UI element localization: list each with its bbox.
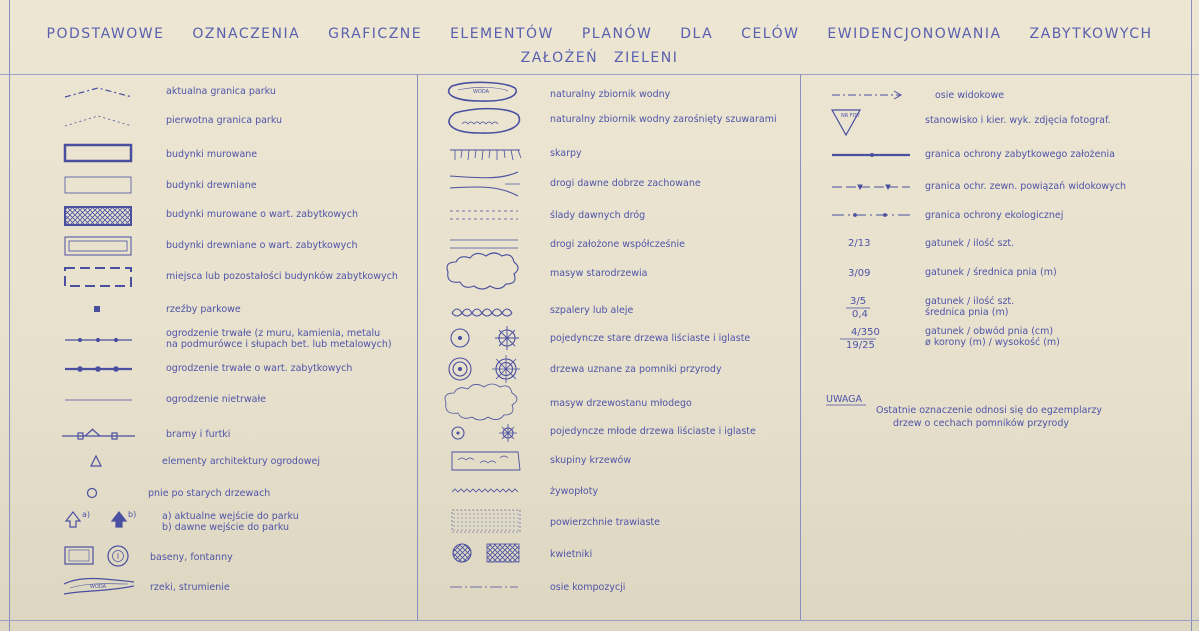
legend-label-c2-6: drogi założone współcześnie [550, 239, 686, 250]
legend-label-c3-7: gatunek / średnica pnia (m) [925, 267, 1057, 278]
legend-label-c3-5: granica ochrony ekologicznej [925, 210, 1064, 221]
legend-label-c3-8: gatunek / ilość szt. [925, 296, 1015, 307]
legend-label-c2-5: ślady dawnych dróg [550, 210, 646, 221]
legend-label-9: ogrodzenie trwałe (z muru, kamienia, metalu [166, 328, 381, 339]
view-axis-icon [832, 91, 901, 99]
legend-label-c2-14: żywopłoty [550, 486, 599, 497]
legend-label-6: budynki drewniane o wart. zabytkowych [166, 240, 358, 251]
legend-label-15b: b) dawne wejście do parku [162, 522, 290, 533]
legend-label-9b: na podmurówce i słupach bet. lub metalowych) [166, 339, 392, 350]
legend-label-c3-1: osie widokowe [935, 90, 1005, 101]
legend-label-c2-16: kwietniki [550, 549, 593, 560]
legend-label-c2-11: masyw drzewostanu młodego [550, 398, 692, 409]
legend-label-2: pierwotna granica parku [166, 115, 283, 126]
tree-code-3-bottom: 0,4 [852, 309, 868, 320]
legend-label-c3-9: gatunek / obwód pnia (cm) [925, 326, 1054, 337]
legend-label-10: ogrodzenie trwałe o wart. zabytkowych [166, 363, 353, 374]
tree-code-4-bottom: 19/25 [846, 340, 875, 351]
view-protection-boundary-icon [832, 185, 910, 189]
legend-label-c2-7: masyw starodrzewia [550, 268, 648, 279]
tree-code-3-top: 3/5 [850, 296, 867, 307]
pond-water-label: WODA [473, 89, 490, 95]
legend-label-c2-15: powierzchnie trawiaste [550, 517, 660, 528]
legend-label-8: rzeźby parkowe [166, 304, 241, 315]
legend-label-3: budynki murowane [166, 149, 258, 160]
legend-label-c2-4: drogi dawne dobrze zachowane [550, 178, 701, 189]
legend-label-4: budynki drewniane [166, 180, 257, 191]
entrance-sup-b: b) [128, 510, 137, 519]
legend-label-c2-17: osie kompozycji [550, 582, 626, 593]
legend-label-5: budynki murowane o wart. zabytkowych [166, 209, 359, 220]
tree-code-4-top: 4/350 [851, 327, 880, 338]
legend-label-c2-9: pojedyncze stare drzewa liściaste i iglaste [550, 333, 751, 344]
photo-number-label: NR FOT [841, 113, 860, 119]
legend-label-14: pnie po starych drzewach [148, 488, 271, 499]
legend-subtitle: ZAŁOŻEŃ ZIELENI [520, 50, 679, 66]
legend-label-c2-10: drzewa uznane za pomniki przyrody [550, 364, 722, 375]
legend-title: PODSTAWOWE OZNACZENIA GRAFICZNE ELEMENTÓW PLANÓW DLA CELÓW EWIDENCJONOWANIA ZABYTKOWYCH [46, 26, 1153, 42]
tree-code-1: 2/13 [848, 238, 871, 249]
note-line-1: Ostatnie oznaczenie odnosi się do egzemplarzy [876, 405, 1103, 416]
tree-code-2: 3/09 [848, 268, 871, 279]
legend-label-c3-2: stanowisko i kier. wyk. zdjęcia fotograf. [925, 115, 1111, 126]
legend-label-16: baseny, fontanny [150, 552, 233, 563]
legend-label-15: a) aktualne wejście do parku [162, 511, 299, 522]
protection-boundary-icon [832, 154, 910, 157]
legend-label-c2-2: naturalny zbiornik wodny zarośnięty szuwarami [550, 114, 777, 125]
legend-label-c2-3: skarpy [550, 148, 582, 159]
note-line-2: drzew o cechach pomników przyrody [893, 418, 1070, 429]
legend-label-1: aktualna granica parku [166, 86, 276, 97]
legend-label-c2-12: pojedyncze młode drzewa liściaste i iglaste [550, 426, 756, 437]
legend-label-c2-13: skupiny krzewów [550, 455, 632, 466]
entrance-sup-a: a) [82, 510, 91, 519]
legend-label-7: miejsca lub pozostałości budynków zabytkowych [166, 271, 398, 282]
legend-label-c3-6: gatunek / ilość szt. [925, 238, 1015, 249]
legend-label-c3-9b: ø korony (m) / wysokość (m) [925, 337, 1060, 348]
legend-label-c3-3: granica ochrony zabytkowego założenia [925, 149, 1115, 160]
legend-label-c2-1: naturalny zbiornik wodny [550, 89, 671, 100]
legend-label-13: elementy architektury ogrodowej [162, 456, 321, 467]
legend-label-c3-8b: średnica pnia (m) [925, 307, 1009, 318]
legend-label-c2-8: szpalery lub aleje [550, 305, 634, 316]
legend-label-17: rzeki, strumienie [150, 582, 230, 593]
legend-label-12: bramy i furtki [166, 429, 231, 440]
ecological-boundary-icon [832, 214, 910, 217]
river-water-label: WODA [90, 584, 107, 590]
note-heading: UWAGA [826, 394, 863, 405]
legend-label-11: ogrodzenie nietrwałe [166, 394, 267, 405]
legend-label-c3-4: granica ochr. zewn. powiązań widokowych [925, 181, 1127, 192]
